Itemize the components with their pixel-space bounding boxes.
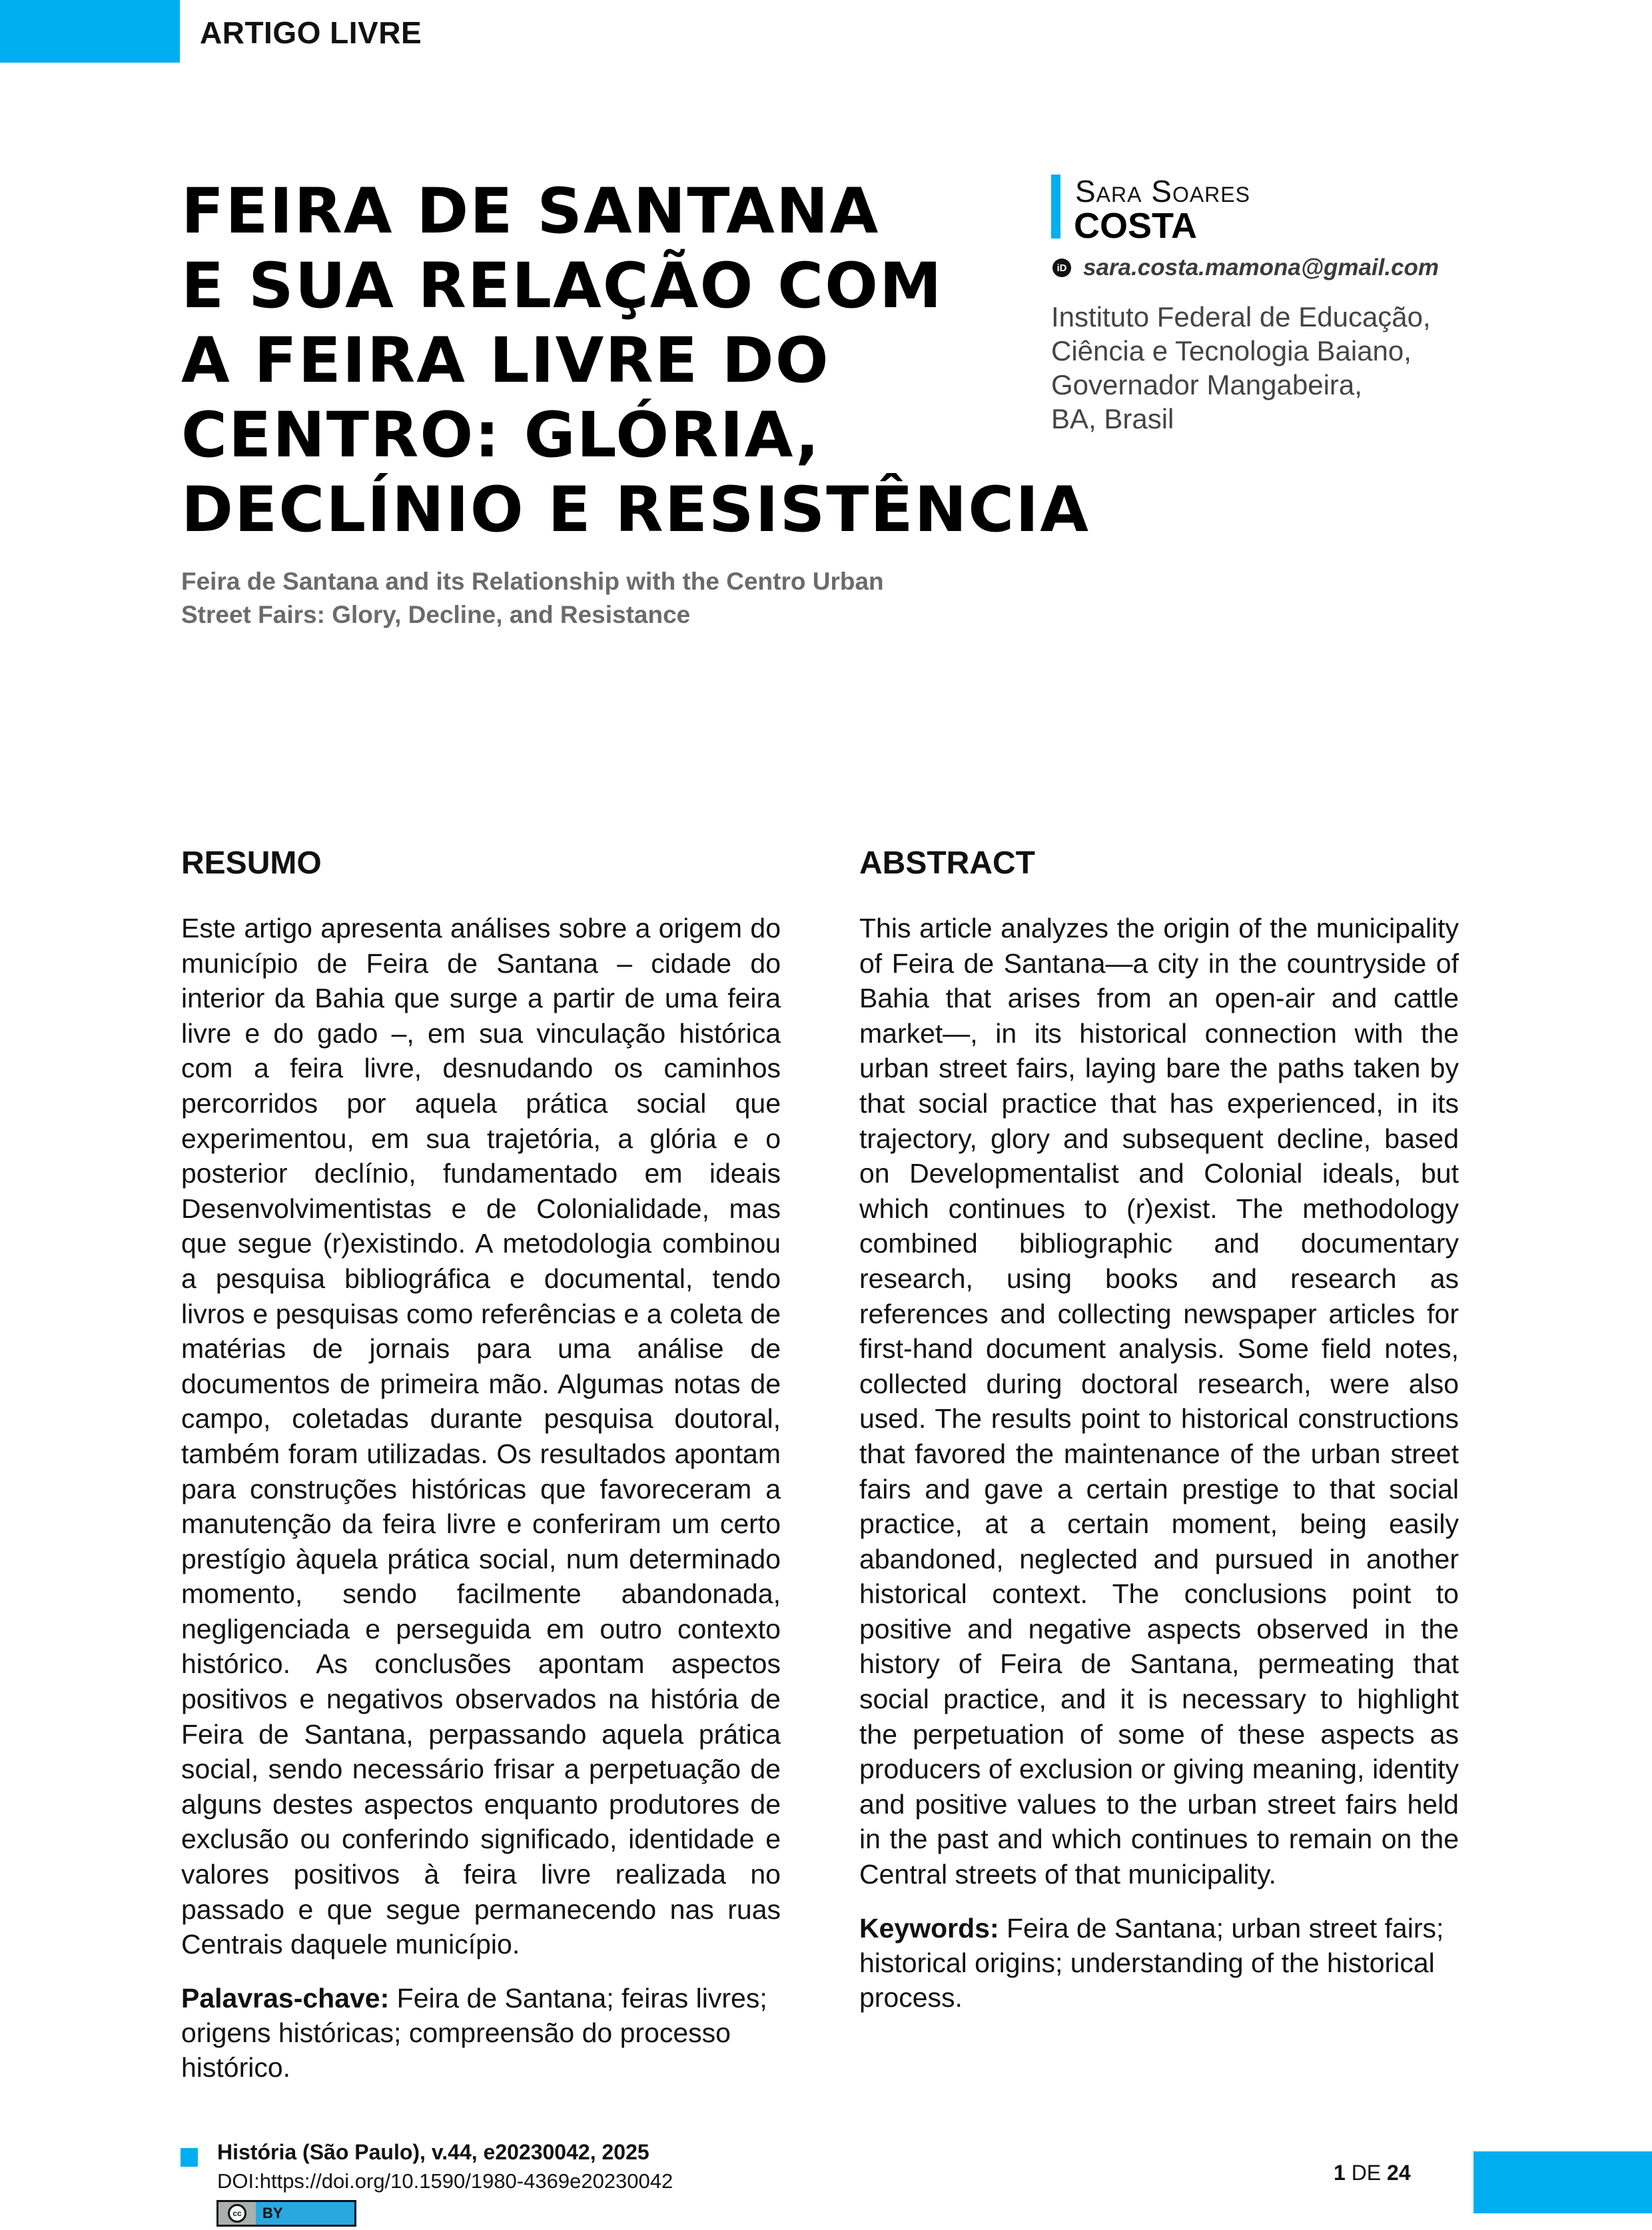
keywords-text: Feira de Santana; feiras livres; origens históricas; compreensão do processo histórico. [181, 1982, 767, 2083]
author-email-link[interactable]: sara.costa.mamona@gmail.com [1083, 255, 1440, 280]
resumo-heading: RESUMO [181, 845, 322, 881]
cc-by-license-badge[interactable] [216, 2200, 356, 2227]
page-number [1334, 2161, 1411, 2185]
english-title-line: Street Fairs: Glory, Decline, and Resistance [181, 601, 691, 628]
journal-citation: História (São Paulo), v.44, e20230042, 2025 [217, 2140, 649, 2164]
resumo-body: Este artigo apresenta análises sobre a origem do município de Feira de Santana – cidade do interior da Bahia que surge a partir de uma feira livre e do gado –, em sua vinculação histórica com a feira livre, desnudando os caminhos percorridos por aquela prática social que experimentou, em sua trajetória, a glória e o posterior declínio, fundamentado em ideais Desenvolvimentistas e de Colonialidade, mas que segue (r)existindo. A metodologia combinou a pesquisa bibliográfica e documental, tendo livros e pesquisas como referências e a coleta de matérias de jornais para uma análise de documentos de primeira mão. Algumas notas de campo, coletadas durante pesquisa doutoral, também foram utilizadas. Os resultados apontam para construções históricas que favoreceram a manutenção da feira livre e conferiram um certo prestígio àquela prática social, num determinado momento, sendo facilmente abandonada, negligenciada e perseguida em outro contexto histórico. As conclusões apontam aspectos positivos e negativos observados na história de Feira de Santana, perpassando aquela prática social, sendo necessário frisar a perpetuação de alguns destes aspectos enquanto produtores de exclusão ou conferindo significado, identidade e valores positivos à feira livre realizada no passado e que segue permanecendo nas ruas Centrais daquele município. [181, 913, 781, 1960]
current-page: 1 [1334, 2161, 1346, 2185]
english-title [181, 565, 981, 632]
footer-accent-square [181, 2148, 198, 2167]
affiliation-line: Instituto Federal de Educação, [1051, 301, 1431, 332]
abstract-section [859, 845, 1459, 2015]
by-label: BY [262, 2205, 283, 2221]
keywords-text: Feira de Santana; urban street fairs; historical origins; understanding of the historical process. [859, 1912, 1444, 2013]
affiliation-line: BA, Brasil [1051, 403, 1174, 434]
author-contact [1052, 255, 1439, 281]
title-line: A FEIRA LIVRE DO [181, 324, 830, 397]
abstract-heading: ABSTRACT [859, 845, 1035, 881]
title-line: E SUA RELAÇÃO COM [181, 250, 943, 322]
abstract-keywords [859, 1911, 1459, 2015]
page-separator: DE [1351, 2161, 1382, 2185]
affiliation-line: Governador Mangabeira, [1051, 369, 1362, 400]
title-line: DECLÍNIO E RESISTÊNCIA [181, 474, 1090, 546]
author-accent-bar [1051, 175, 1060, 239]
title-line: FEIRA DE SANTANA [181, 175, 880, 248]
header-accent-bar [0, 0, 180, 63]
resumo-section [181, 845, 781, 2085]
orcid-icon[interactable]: iD [1052, 259, 1071, 277]
keywords-label: Palavras-chave: [181, 1982, 390, 2013]
total-pages: 24 [1387, 2161, 1411, 2185]
english-title-line: Feira de Santana and its Relationship with the Centro Urban [181, 568, 884, 595]
cc-icon-area [218, 2202, 256, 2225]
author-affiliation [1051, 300, 1431, 436]
abstract-body: This article analyzes the origin of the municipality of Feira de Santana—a city in the countryside of Bahia that arises from an open-air and cattle market—, in its historical connection with the urban street fairs, laying bare the paths taken by that social practice that has experienced, in its trajectory, glory and subsequent decline, based on Developmentalist and Colonial ideals, but which continues to (r)exist. The methodology combined bibliographic and documentary research, using books and research as references and collecting newspaper articles for first-hand document analysis. Some field notes, collected during doctoral research, were also used. The results point to historical constructions that favored the maintenance of the urban street fairs and gave a certain prestige to that social practice, at a certain moment, being easily abandoned, neglected and pursued in another historical context. The conclusions point to positive and negative aspects observed in the history of Feira de Santana, permeating that social practice, and it is necessary to highlight the perpetuation of some of these aspects as producers of exclusion or giving meaning, identity and positive values to the urban street fairs held in the past and which continues to remain on the Central streets of that municipality. [859, 913, 1459, 1890]
author-last-name: COSTA [1074, 206, 1197, 246]
keywords-label: Keywords: [859, 1912, 999, 1944]
title-line: CENTRO: GLÓRIA, [181, 399, 821, 472]
doi-link[interactable]: DOI:https://doi.org/10.1590/1980-4369e20230042 [217, 2169, 673, 2193]
affiliation-line: Ciência e Tecnologia Baiano, [1051, 335, 1412, 366]
author-first-names: Sara Soares [1075, 174, 1250, 209]
resumo-keywords [181, 1981, 781, 2085]
footer-accent-bar [1473, 2151, 1652, 2213]
section-label: ARTIGO LIVRE [200, 15, 422, 50]
cc-icon: cc [228, 2204, 246, 2223]
